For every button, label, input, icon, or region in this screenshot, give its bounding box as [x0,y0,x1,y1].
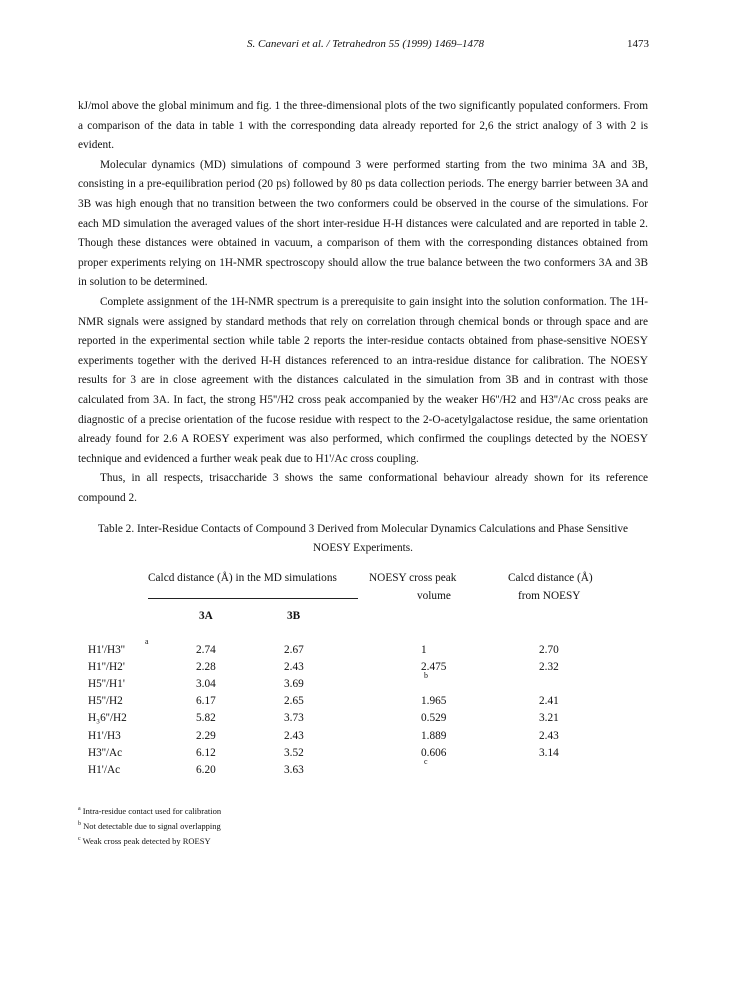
cell-contact: H5''/H2 [88,695,123,708]
footnote-b: $^b$ Not detectable due to signal overlapping [78,821,221,831]
cell-3b: 3.63 [284,763,304,776]
table-2: Calcd distance (Å) in the MD simulations NOESY cross peak volume Calcd distance (Å) from NOESY 3A 3B H1'/H3'' a 2.74 2.67 1 2.70 H1''/H2' 2.28 2.43 2.475 2.32 H5''/H1' 3.04 3.69 b H5''/H2 6.17 2.65 1.965 2.41 H₃6''/H2 5.82 3.73 0.529 3.21 H1'/H3 2.29 2.43 1.889 2.43 H3''/Ac 6.12 3.52 0.606 3.14 H1'/Ac 6.20 3.63 c [88,572,593,776]
cell-3a: 3.04 [196,678,216,691]
cell-noesy-distance: 2.32 [539,661,559,674]
cell-3a: 2.74 [196,644,216,656]
cell-contact: H1''/H2' [88,661,125,674]
cell-contact: H1'/H3'' [88,644,125,656]
cell-3b: 3.52 [284,746,304,759]
paragraph-3: Complete assignment of the 1H-NMR spectrum is a prerequisite to gain insight into the solution conformation. The 1H-NMR signals were assigned by standard methods that rely on correlation through chemical bonds or through space and are reported in the experimental section while table 2 reports the inter-residue contacts obtained from phase-sensitive NOESY experiments together with the derived H-H distances referenced to an intra-residue distance for calibration. The NOESY results for 3 are in close agreement with the distances calculated in the simulation from 3B and in contrast with those calculated from 3A. In fact, the strong H5''/H2 cross peak accompanied by the weaker H6''/H2 and H3''/Ac cross peaks are diagnostic of a precise orientation of the fucose residue with respect to the 2-O-acetylgalactose residue, the same orientation already found for 2.6 A ROESY experiment was also performed, which confirmed the couplings detected by the NOESY technique and evidenced a further weak peak due to H1'/Ac cross coupling. [78,295,648,465]
col-header-3a: 3A [199,610,213,622]
cell-noesy-distance: 2.43 [539,729,559,742]
cell-contact: H3''/Ac [88,746,123,759]
group-header: Calcd distance (Å) in the MD simulations [148,572,337,584]
noesy-header-line2: volume [417,590,451,602]
cell-noesy-volume: 1 [421,644,427,656]
cell-3a: 6.17 [196,695,216,708]
footnote-a: $^a$ Intra-residue contact used for calibration [78,806,222,816]
cell-noesy-volume: 2.475 [421,661,447,674]
cell-3b: 2.67 [284,644,304,656]
cell-3b: 2.65 [284,695,304,708]
header-rule [148,598,358,599]
cell-noesy-volume: 0.606 [421,746,447,759]
paragraph-1: kJ/mol above the global minimum and fig. 1 the three-dimensional plots of the two significantly populated conformers. From a comparison of the data in table 1 with the corresponding data already reported for 2,6 the strict analogy of 3 with 2 is evident. [78,100,648,152]
cell-contact: H1'/H3 [88,729,121,742]
cell-3b: 3.73 [284,712,304,725]
cell-noesy-distance: 3.21 [539,712,559,725]
calcd-header-line2: from NOESY [518,590,581,602]
calcd-header-line1: Calcd distance (Å) [508,572,593,584]
footnote-c: $^c$ Weak cross peak detected by ROESY [78,836,211,846]
cell-noesy-volume: 1.889 [421,729,447,742]
cell-3b: 2.43 [284,729,304,742]
cell-contact: H1'/Ac [88,763,121,776]
cell-3a: 6.12 [196,746,216,759]
running-head: S. Canevari et al. / Tetrahedron 55 (1999) 1469–1478 [247,38,484,50]
cell-3a: 2.29 [196,729,216,742]
cell-3a: 6.20 [196,763,216,776]
cell-noesy-distance: 3.14 [539,746,559,759]
cell-noesy-distance: 2.41 [539,695,559,708]
table-caption: Table 2. Inter-Residue Contacts of Compound 3 Derived from Molecular Dynamics Calculations and Phase Sensitive NOESY Experiments. [97,523,629,554]
cell-noesy-distance: 2.70 [539,644,559,656]
cell-3b: 3.69 [284,678,304,691]
cell-3a: 2.28 [196,661,216,674]
page-number: 1473 [627,38,649,50]
paragraph-2: Molecular dynamics (MD) simulations of compound 3 were performed starting from the two minima 3A and 3B, consisting in a pre-equilibration period (20 ps) followed by 80 ps data collection periods. The energy barrier between 3A and 3B was high enough that no transition between the two conformers could be observed in the course of the simulations. For each MD simulation the averaged values of the short inter-residue H-H distances were calculated and are reported in table 2. Though these distances were obtained in vacuum, a comparison of them with the corresponding distances obtained from proper experiments relying on 1H-NMR spectroscopy should allow the true balance between the two conformers 3A and 3B in solution to be determined. [78,158,648,289]
cell-3a: 5.82 [196,712,216,725]
cell-noesy-volume: 0.529 [421,712,447,725]
cell-noesy-volume: 1.965 [421,695,447,708]
footnotes [78,804,221,849]
cell-3b: 2.43 [284,661,304,674]
noesy-header-line1: NOESY cross peak [369,572,457,584]
paragraph-4: Thus, in all respects, trisaccharide 3 shows the same conformational behaviour already shown for its reference compound 2. [78,472,648,504]
cell-contact: H₃6''/H2 [88,712,127,725]
col-header-3b: 3B [287,610,301,622]
cell-contact: H5''/H1' [88,678,125,691]
